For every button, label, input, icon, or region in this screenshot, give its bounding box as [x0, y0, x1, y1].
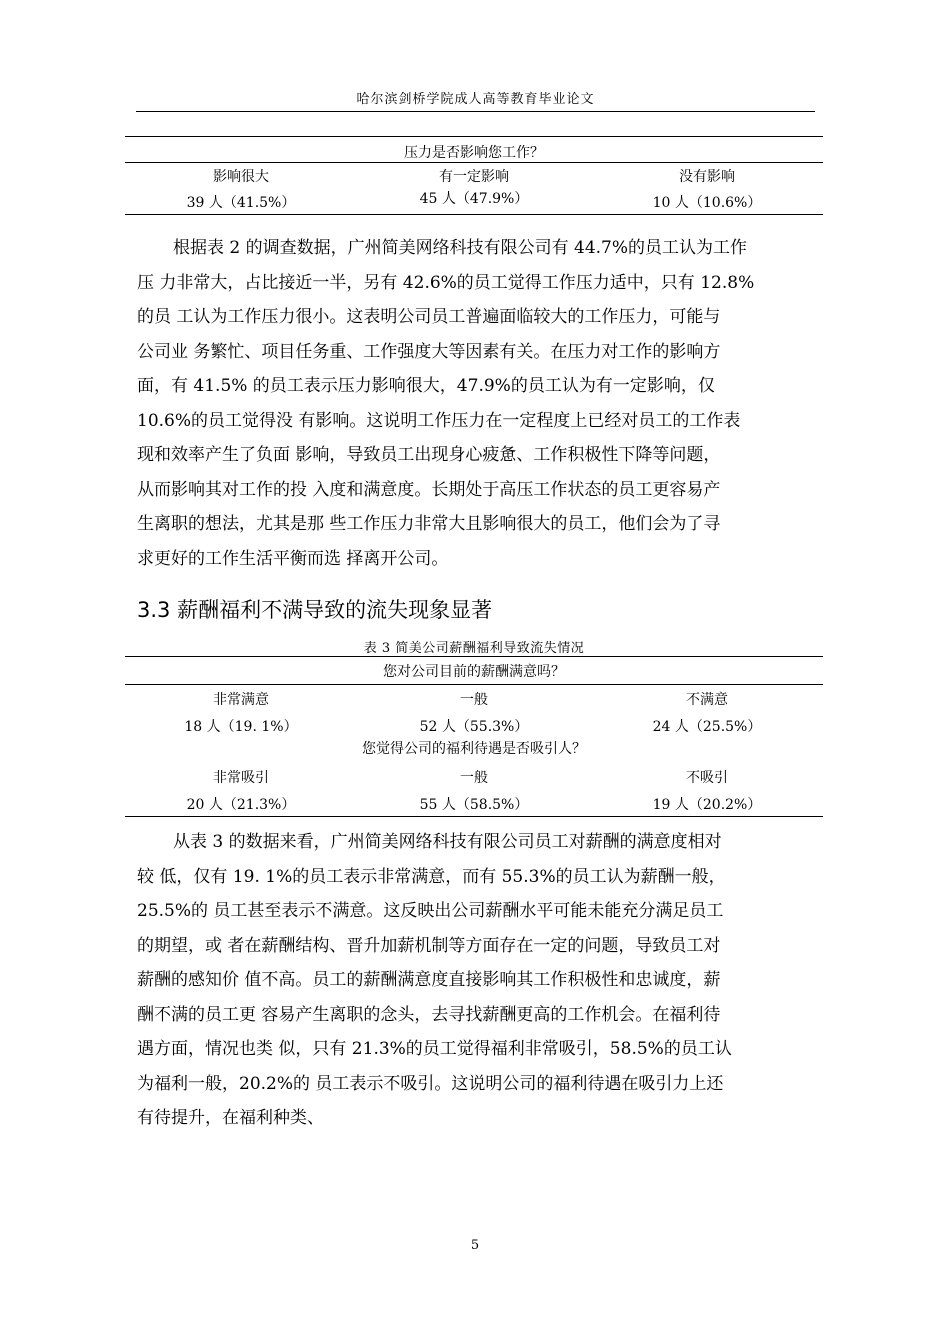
table3-q1-option-2-label: 一般 [460, 692, 488, 708]
text-line: 25.5%的 员工甚至表示不满意。这反映出公司薪酬水平可能未能充分满足员工 [137, 901, 724, 921]
table2-option-3-value: 10 人（10.6%） [652, 195, 762, 211]
table3-question-1: 您对公司目前的薪酬满意吗？ [383, 664, 565, 680]
text-line: 10.6%的员工觉得没 有影响。这说明工作压力在一定程度上已经对员工的工作表 [137, 410, 741, 431]
table3-q2-option-3-label: 不吸引 [686, 770, 728, 786]
table2-option-1-value: 39 人（41.5%） [186, 195, 296, 211]
table3-q1-option-3-value: 24 人（25.5%） [652, 719, 762, 735]
table2-option-2-value: 45 人（47.9%） [419, 191, 529, 207]
table2-top-rule [125, 136, 823, 137]
text-line: 根据表 2 的调查数据，广州简美网络科技有限公司有 44.7%的员工认为工作 [173, 238, 748, 258]
text-line: 求更好的工作生活平衡而选 择离开公司。 [137, 548, 449, 569]
header-rule [136, 111, 815, 112]
table2-question: 压力是否影响您工作？ [404, 145, 544, 161]
page-number: 5 [470, 1238, 480, 1253]
text-line: 从而影响其对工作的投 入度和满意度。长期处于高压工作状态的员工更容易产 [137, 479, 721, 500]
table2-question-rule [125, 162, 823, 163]
text-line: 酬不满的员工更 容易产生离职的念头，去寻找薪酬更高的工作机会。在福利待 [137, 1004, 721, 1025]
table3-q1-option-1-label: 非常满意 [213, 692, 269, 708]
table3-q2-option-1-value: 20 人（21.3%） [186, 797, 296, 813]
text-line: 为福利一般，20.2%的 员工表示不吸引。这说明公司的福利待遇在吸引力上还 [137, 1073, 724, 1094]
text-line: 压 力非常大，占比接近一半，另有 42.6%的员工觉得工作压力适中，只有 12.8% [137, 272, 755, 293]
table2-option-1-label: 影响很大 [213, 169, 269, 185]
paragraph-table3-analysis [137, 825, 815, 1136]
table3-q1-option-2-value: 52 人（55.3%） [419, 719, 529, 735]
text-line: 薪酬的感知价 值不高。员工的薪酬满意度直接影响其工作积极性和忠诚度，薪 [137, 970, 721, 990]
paragraph-table2-analysis [137, 231, 815, 576]
text-line: 较 低，仅有 19. 1%的员工表示非常满意，而有 55.3%的员工认为薪酬一般， [137, 866, 726, 887]
page-header-title: 哈尔滨剑桥学院成人高等教育毕业论文 [356, 92, 595, 107]
text-line: 有待提升，在福利种类、 [137, 1108, 324, 1128]
text-line: 从表 3 的数据来看，广州简美网络科技有限公司员工对薪酬的满意度相对 [173, 832, 722, 852]
text-line: 现和效率产生了负面 影响，导致员工出现身心疲惫、工作积极性下降等问题， [137, 445, 721, 465]
text-line: 遇方面，情况也类 似，只有 21.3%的员工觉得福利非常吸引，58.5%的员工认 [137, 1039, 732, 1059]
table2-bottom-rule [125, 214, 823, 215]
table3-q1-option-3-label: 不满意 [686, 692, 728, 708]
table2-option-2-label: 有一定影响 [439, 169, 509, 185]
table3-bottom-rule [125, 816, 823, 817]
text-line: 生离职的想法，尤其是那 些工作压力非常大且影响很大的员工，他们会为了寻 [137, 514, 721, 534]
section-heading-3-3: 3.3 薪酬福利不满导致的流失现象显著 [137, 598, 493, 622]
table3-q2-option-1-label: 非常吸引 [213, 770, 269, 786]
text-line: 面，有 41.5% 的员工表示压力影响很大，47.9%的员工认为有一定影响，仅 [137, 376, 715, 396]
table3-top-rule [125, 656, 823, 657]
table3-question-1-rule [125, 684, 823, 685]
table3-caption: 表 3 简美公司薪酬福利导致流失情况 [363, 641, 585, 656]
table2-option-3-label: 没有影响 [679, 169, 735, 185]
table3-q2-option-2-value: 55 人（58.5%） [419, 797, 529, 813]
text-line: 公司业 务繁忙、项目任务重、工作强度大等因素有关。在压力对工作的影响方 [137, 341, 721, 362]
text-line: 的期望，或 者在薪酬结构、晋升加薪机制等方面存在一定的问题，导致员工对 [137, 935, 721, 956]
table3-q1-option-1-value: 18 人（19. 1%） [184, 719, 298, 735]
table3-q2-option-3-value: 19 人（20.2%） [652, 797, 762, 813]
table3-question-2: 您觉得公司的福利待遇是否吸引人？ [362, 741, 586, 757]
table3-q2-option-2-label: 一般 [460, 770, 488, 786]
text-line: 的员 工认为工作压力很小。这表明公司员工普遍面临较大的工作压力，可能与 [137, 307, 721, 327]
